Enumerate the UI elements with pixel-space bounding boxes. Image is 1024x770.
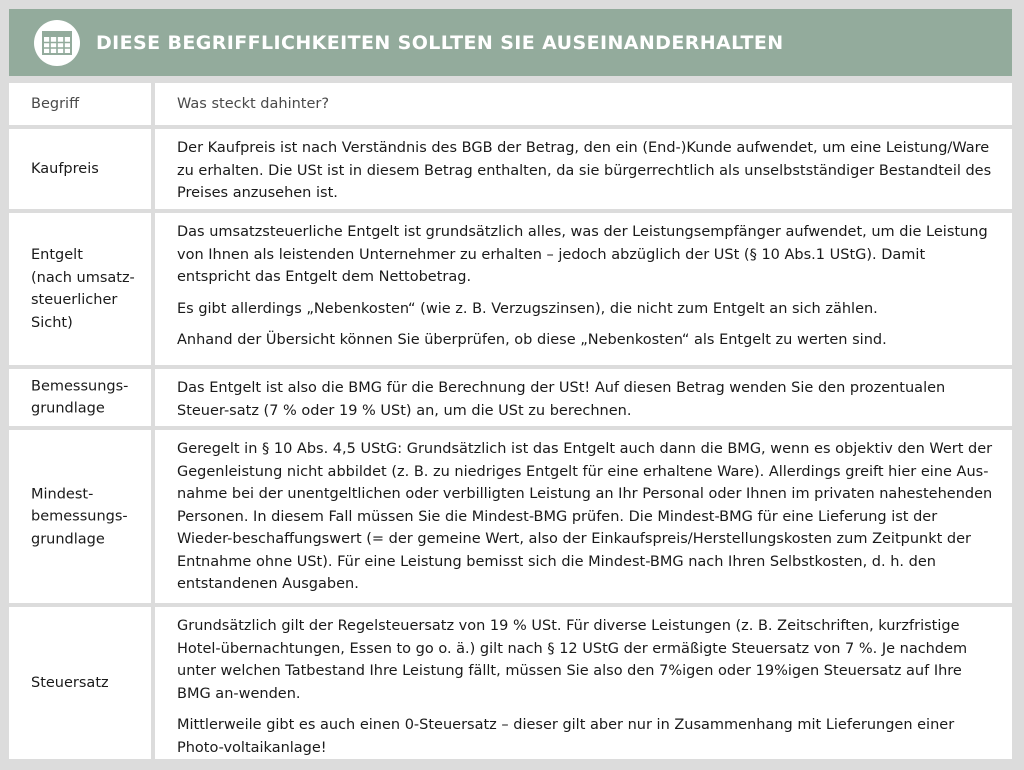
description-cell: [155, 369, 1012, 426]
term-label: Steuersatz: [31, 674, 109, 691]
column-header-cell: [9, 83, 151, 125]
term-label: Kaufpreis: [31, 160, 99, 177]
description-cell: [155, 213, 1012, 365]
description-cell: [155, 430, 1012, 603]
description-cell: [155, 607, 1012, 759]
description-paragraph: Grundsätzlich gilt der Regelsteuersatz von 19 % USt. Für diverse Leistungen (z. B. Zeitschriften, kurzfristige Hotel-übernachtungen, Essen to go o. ä.) gilt nach § 12 UStG der ermäßigte Steuersatz von 7 %. Je nachdem unter welchen Tatbestand Ihre Leistung fällt, müssen Sie also den 7%igen oder 19%igen Steuersatz auf Ihre BMG an-wenden.: [177, 618, 968, 702]
document-frame: [9, 9, 1012, 761]
description-text: [177, 221, 994, 352]
term-cell: [9, 430, 151, 603]
table-row: [9, 607, 1012, 759]
term-cell: [9, 129, 151, 209]
description-paragraph: Anhand der Übersicht können Sie überprüfen, ob diese „Nebenkosten“ als Entgelt zu werten sind.: [177, 332, 887, 348]
term-cell: [9, 607, 151, 759]
term-label: Entgelt (nach umsatz- steuerlicher Sicht): [31, 247, 135, 331]
description-paragraph: Mittlerweile gibt es auch einen 0-Steuersatz – dieser gilt aber nur in Zusammenhang mit Lieferungen einer Photo-voltaikanlage!: [177, 717, 955, 756]
table-row: [9, 369, 1012, 426]
description-text: [177, 377, 994, 422]
description-paragraph: Das umsatzsteuerliche Entgelt ist grundsätzlich alles, was der Leistungsempfänger aufwendet, um die Leistung von Ihnen als leistenden Unternehmer zu erhalten – jedoch abzüglich der USt (§ 10 Abs.1 UStG). Damit entspricht das Entgelt dem Nettobetrag.: [177, 224, 988, 285]
column-header-cell: [155, 83, 1012, 125]
term-cell: [9, 213, 151, 365]
description-paragraph: Es gibt allerdings „Nebenkosten“ (wie z. B. Verzugszinsen), die nicht zum Entgelt an sich zählen.: [177, 300, 878, 317]
description-text: [177, 615, 994, 759]
description-paragraph: Das Entgelt ist also die BMG für die Berechnung der USt! Auf diesen Betrag wenden Sie den prozentualen Steuer-satz (7 % oder 19 % USt) an, um die USt zu berechnen.: [177, 380, 946, 419]
table-row: [9, 430, 1012, 603]
description-paragraph: Geregelt in § 10 Abs. 4,5 UStG: Grundsätzlich ist das Entgelt auch dann die BMG, wenn es objektiv den Wert der Gegenleistung nicht abbildet (z. B. zu niedriges Entgelt für eine erhaltene Ware). Allerdings greift hier eine Aus-nahme bei der unentgeltlichen oder verbilligten Leistung an Ihr Personal oder Ihnen im privaten nahestehenden Personen. In diesem Fall müssen Sie die Mindest-BMG prüfen. Die Mindest-BMG für eine Lieferung ist der Wieder-beschaffungswert (= der gemeine Wert, also der Einkaufspreis/Herstellungskosten zum Zeitpunkt der Entnahme ohne USt). Für eine Leistung bemisst sich die Mindest-BMG nach Ihren Selbstkosten, d. h. den entstandenen Ausgaben.: [177, 441, 993, 592]
description-text: [177, 137, 994, 205]
term-cell: [9, 369, 151, 426]
title-banner: [9, 9, 1012, 76]
term-label: Mindest- bemessungs- grundlage: [31, 485, 128, 547]
table-row: [9, 129, 1012, 209]
table-row: [9, 213, 1012, 365]
column-header-description: Was steckt dahinter?: [177, 95, 330, 112]
description-paragraph: Der Kaufpreis ist nach Verständnis des BGB der Betrag, den ein (End-)Kunde aufwendet, um eine Leistung/Ware zu erhalten. Die USt ist in diesem Betrag enthalten, da sie bürgerrechtlich als unselbstständiger Bestandteil des Preises anzusehen ist.: [177, 140, 992, 201]
term-label: Bemessungs- grundlage: [31, 378, 129, 417]
description-cell: [155, 129, 1012, 209]
table-header-row: [9, 83, 1012, 125]
column-header-term: Begriff: [31, 95, 80, 112]
table-icon: [42, 31, 72, 55]
page-title: DIESE BEGRIFFLICHKEITEN SOLLTEN SIE AUSEINANDERHALTEN: [96, 31, 784, 54]
description-text: [177, 438, 994, 596]
table-icon-badge: [34, 20, 80, 66]
